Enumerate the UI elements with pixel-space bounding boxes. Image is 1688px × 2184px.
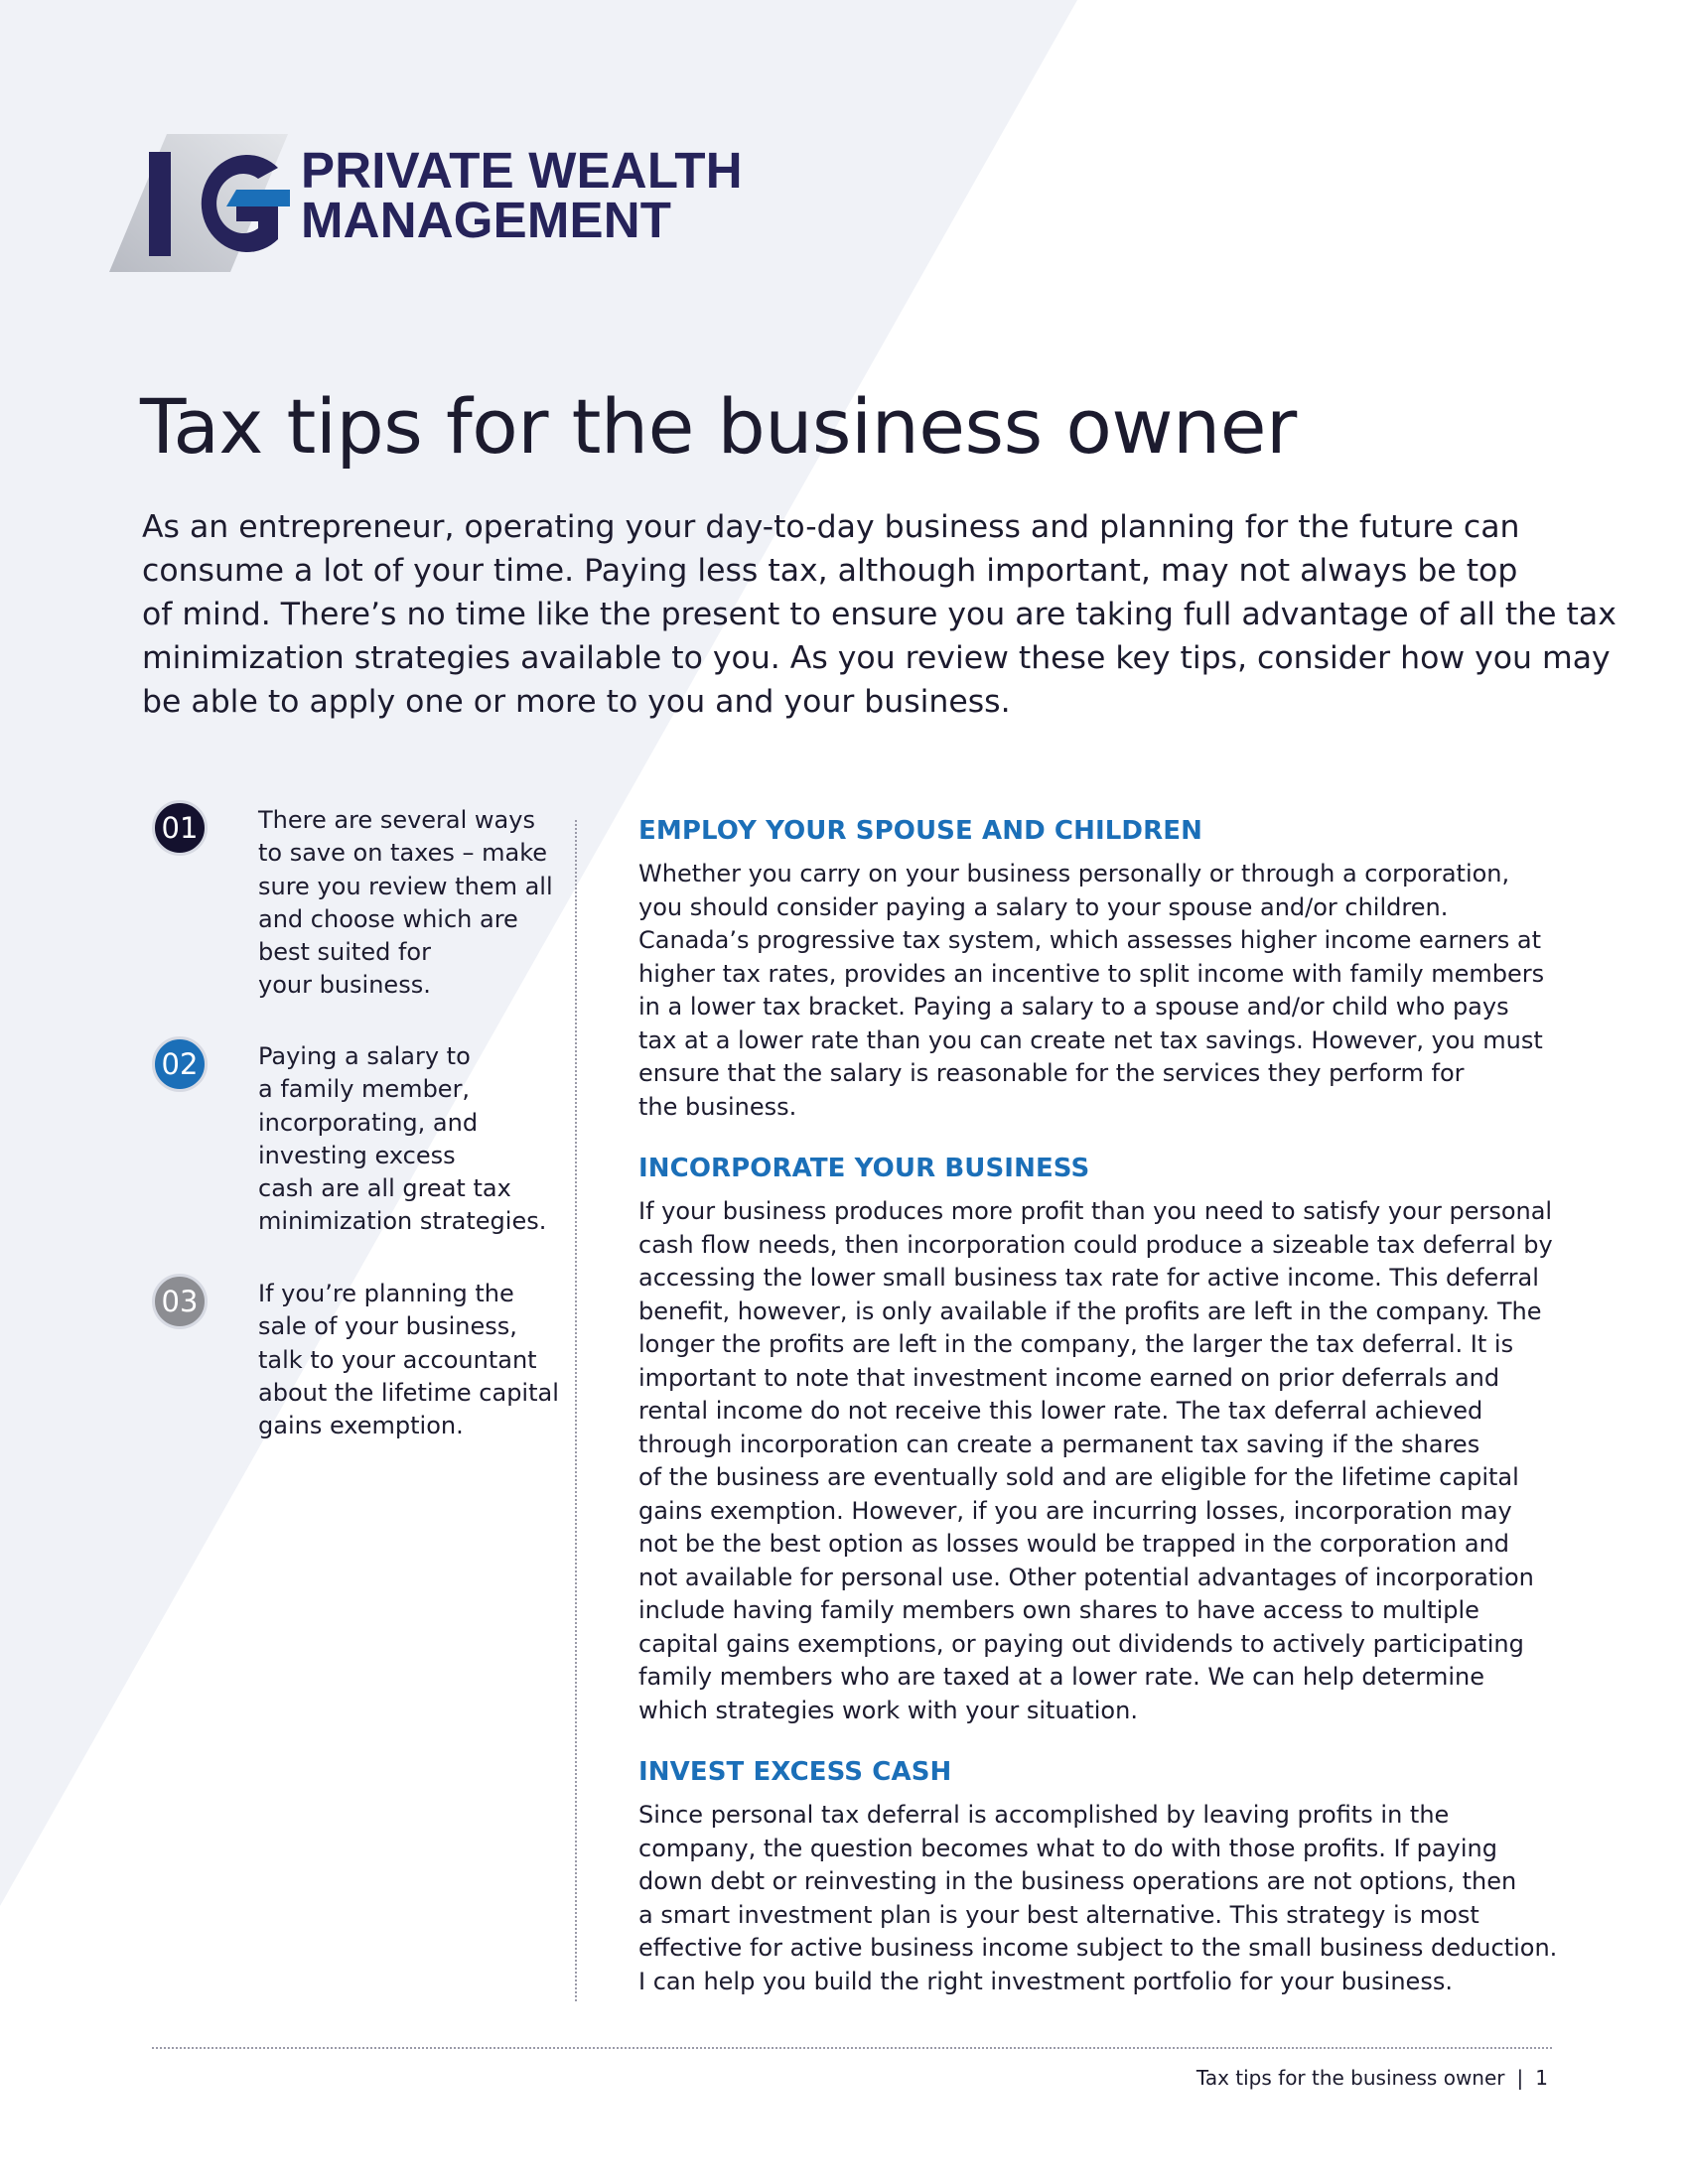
body-line: not be the best option as losses would be trapped in the corporation and xyxy=(638,1530,1510,1558)
tip-line: investing excess xyxy=(258,1141,456,1169)
body-line: Whether you carry on your business personally or through a corporation, xyxy=(638,860,1510,887)
body-line: important to note that investment income earned on prior deferrals and xyxy=(638,1363,1500,1392)
intro-line: minimization strategies available to you. As you review these key tips, consider how you may xyxy=(142,640,1611,676)
tip-line: a family member, xyxy=(258,1075,471,1104)
tip-line: Paying a salary to xyxy=(258,1042,471,1070)
body-line: tax at a lower rate than you can create net tax savings. However, you must xyxy=(638,1025,1543,1054)
tip-line: incorporating, and xyxy=(258,1108,479,1137)
tip-line: and choose which are xyxy=(258,904,518,933)
section-employ-spouse-children xyxy=(638,814,1552,1124)
intro-line: consume a lot of your time. Paying less tax, although important, may not always be top xyxy=(142,553,1518,589)
tip-line: talk to your accountant xyxy=(258,1345,537,1374)
footer-separator: | xyxy=(1516,2066,1524,2090)
body-line: accessing the lower small business tax rate for active income. This deferral xyxy=(638,1264,1539,1292)
intro-line: be able to apply one or more to you and your business. xyxy=(142,684,1011,720)
body-line: benefit, however, is only available if the profits are left in the company. The xyxy=(638,1297,1542,1325)
footer-divider xyxy=(152,2047,1552,2049)
body-line: higher tax rates, provides an incentive to split income with family members xyxy=(638,959,1545,988)
tip-line: minimization strategies. xyxy=(258,1207,547,1236)
body-line: gains exemption. However, if you are incurring losses, incorporation may xyxy=(638,1496,1512,1525)
body-line: include having family members own shares to have access to multiple xyxy=(638,1596,1479,1624)
tip-line: gains exemption. xyxy=(258,1412,464,1440)
intro-line: of mind. There’s no time like the present to ensure you are taking full advantage of all the tax xyxy=(142,597,1617,632)
tip-line: about the lifetime capital xyxy=(258,1378,559,1407)
body-line: company, the question becomes what to do with those profits. If paying xyxy=(638,1834,1497,1862)
tip-line: your business. xyxy=(258,971,431,1000)
body-line: not available for personal use. Other potential advantages of incorporation xyxy=(638,1563,1534,1591)
body-line: the business. xyxy=(638,1092,797,1121)
intro-paragraph xyxy=(142,505,1617,724)
body-line: of the business are eventually sold and are eligible for the lifetime capital xyxy=(638,1463,1519,1491)
body-line: longer the profits are left in the company, the larger the tax deferral. It is xyxy=(638,1330,1514,1358)
tip-number-badge: 03 xyxy=(152,1274,208,1329)
body-line: rental income do not receive this lower rate. The tax deferral achieved xyxy=(638,1397,1483,1425)
intro-line: As an entrepreneur, operating your day-to-day business and planning for the future can xyxy=(142,509,1520,545)
tip-text xyxy=(258,804,576,1003)
logo-wordmark xyxy=(301,142,743,248)
company-logo xyxy=(109,132,755,276)
body-line: family members who are taxed at a lower rate. We can help determine xyxy=(638,1663,1484,1691)
content-column xyxy=(638,814,1558,1998)
section-heading: EMPLOY YOUR SPOUSE AND CHILDREN xyxy=(638,816,1202,846)
ig-logo-mark-icon xyxy=(109,132,308,276)
section-body xyxy=(638,1799,1558,1998)
body-line: a smart investment plan is your best alternative. This strategy is most xyxy=(638,1900,1479,1929)
tip-line: If you’re planning the xyxy=(258,1280,514,1307)
logo-line-2: MANAGEMENT xyxy=(301,192,672,248)
body-line: cash flow needs, then incorporation could produce a sizeable tax deferral by xyxy=(638,1230,1553,1259)
body-line: down debt or reinvesting in the business operations are not options, then xyxy=(638,1867,1517,1895)
tip-text xyxy=(258,1278,576,1442)
body-line: If your business produces more profit than you need to satisfy your personal xyxy=(638,1197,1553,1225)
tip-number-badge: 02 xyxy=(152,1036,208,1092)
tip-text xyxy=(258,1040,576,1239)
logo-line-1: PRIVATE WEALTH xyxy=(301,142,743,199)
page-footer xyxy=(1196,2066,1548,2090)
body-line: ensure that the salary is reasonable for the services they perform for xyxy=(638,1059,1465,1087)
body-line: capital gains exemptions, or paying out dividends to actively participating xyxy=(638,1629,1524,1658)
section-body xyxy=(638,858,1552,1124)
tip-line: sure you review them all xyxy=(258,872,553,900)
body-line: effective for active business income subject to the small business deduction. xyxy=(638,1934,1558,1962)
section-invest-excess-cash xyxy=(638,1755,1558,1998)
body-line: Since personal tax deferral is accomplished by leaving profits in the xyxy=(638,1801,1450,1829)
body-line: through incorporation can create a permanent tax saving if the shares xyxy=(638,1430,1480,1458)
page-number: 1 xyxy=(1535,2066,1548,2090)
section-incorporate-business xyxy=(638,1152,1552,1727)
body-line: I can help you build the right investment portfolio for your business. xyxy=(638,1967,1453,1995)
section-heading: INCORPORATE YOUR BUSINESS xyxy=(638,1154,1090,1183)
tip-line: sale of your business, xyxy=(258,1312,517,1341)
body-line: which strategies work with your situation. xyxy=(638,1696,1138,1724)
tip-number-badge: 01 xyxy=(152,800,208,856)
tip-line: best suited for xyxy=(258,938,431,967)
page-title: Tax tips for the business owner xyxy=(140,382,1297,471)
tip-line: There are several ways xyxy=(258,806,535,834)
column-divider xyxy=(575,820,577,2001)
body-line: you should consider paying a salary to your spouse and/or children. xyxy=(638,892,1449,921)
section-heading: INVEST EXCESS CASH xyxy=(638,1757,952,1787)
body-line: Canada’s progressive tax system, which assesses higher income earners at xyxy=(638,926,1541,954)
footer-title: Tax tips for the business owner xyxy=(1196,2066,1505,2090)
tip-line: to save on taxes – make xyxy=(258,839,548,868)
body-line: in a lower tax bracket. Paying a salary to a spouse and/or child who pays xyxy=(638,993,1509,1021)
section-body xyxy=(638,1195,1552,1727)
tip-line: cash are all great tax xyxy=(258,1174,511,1203)
